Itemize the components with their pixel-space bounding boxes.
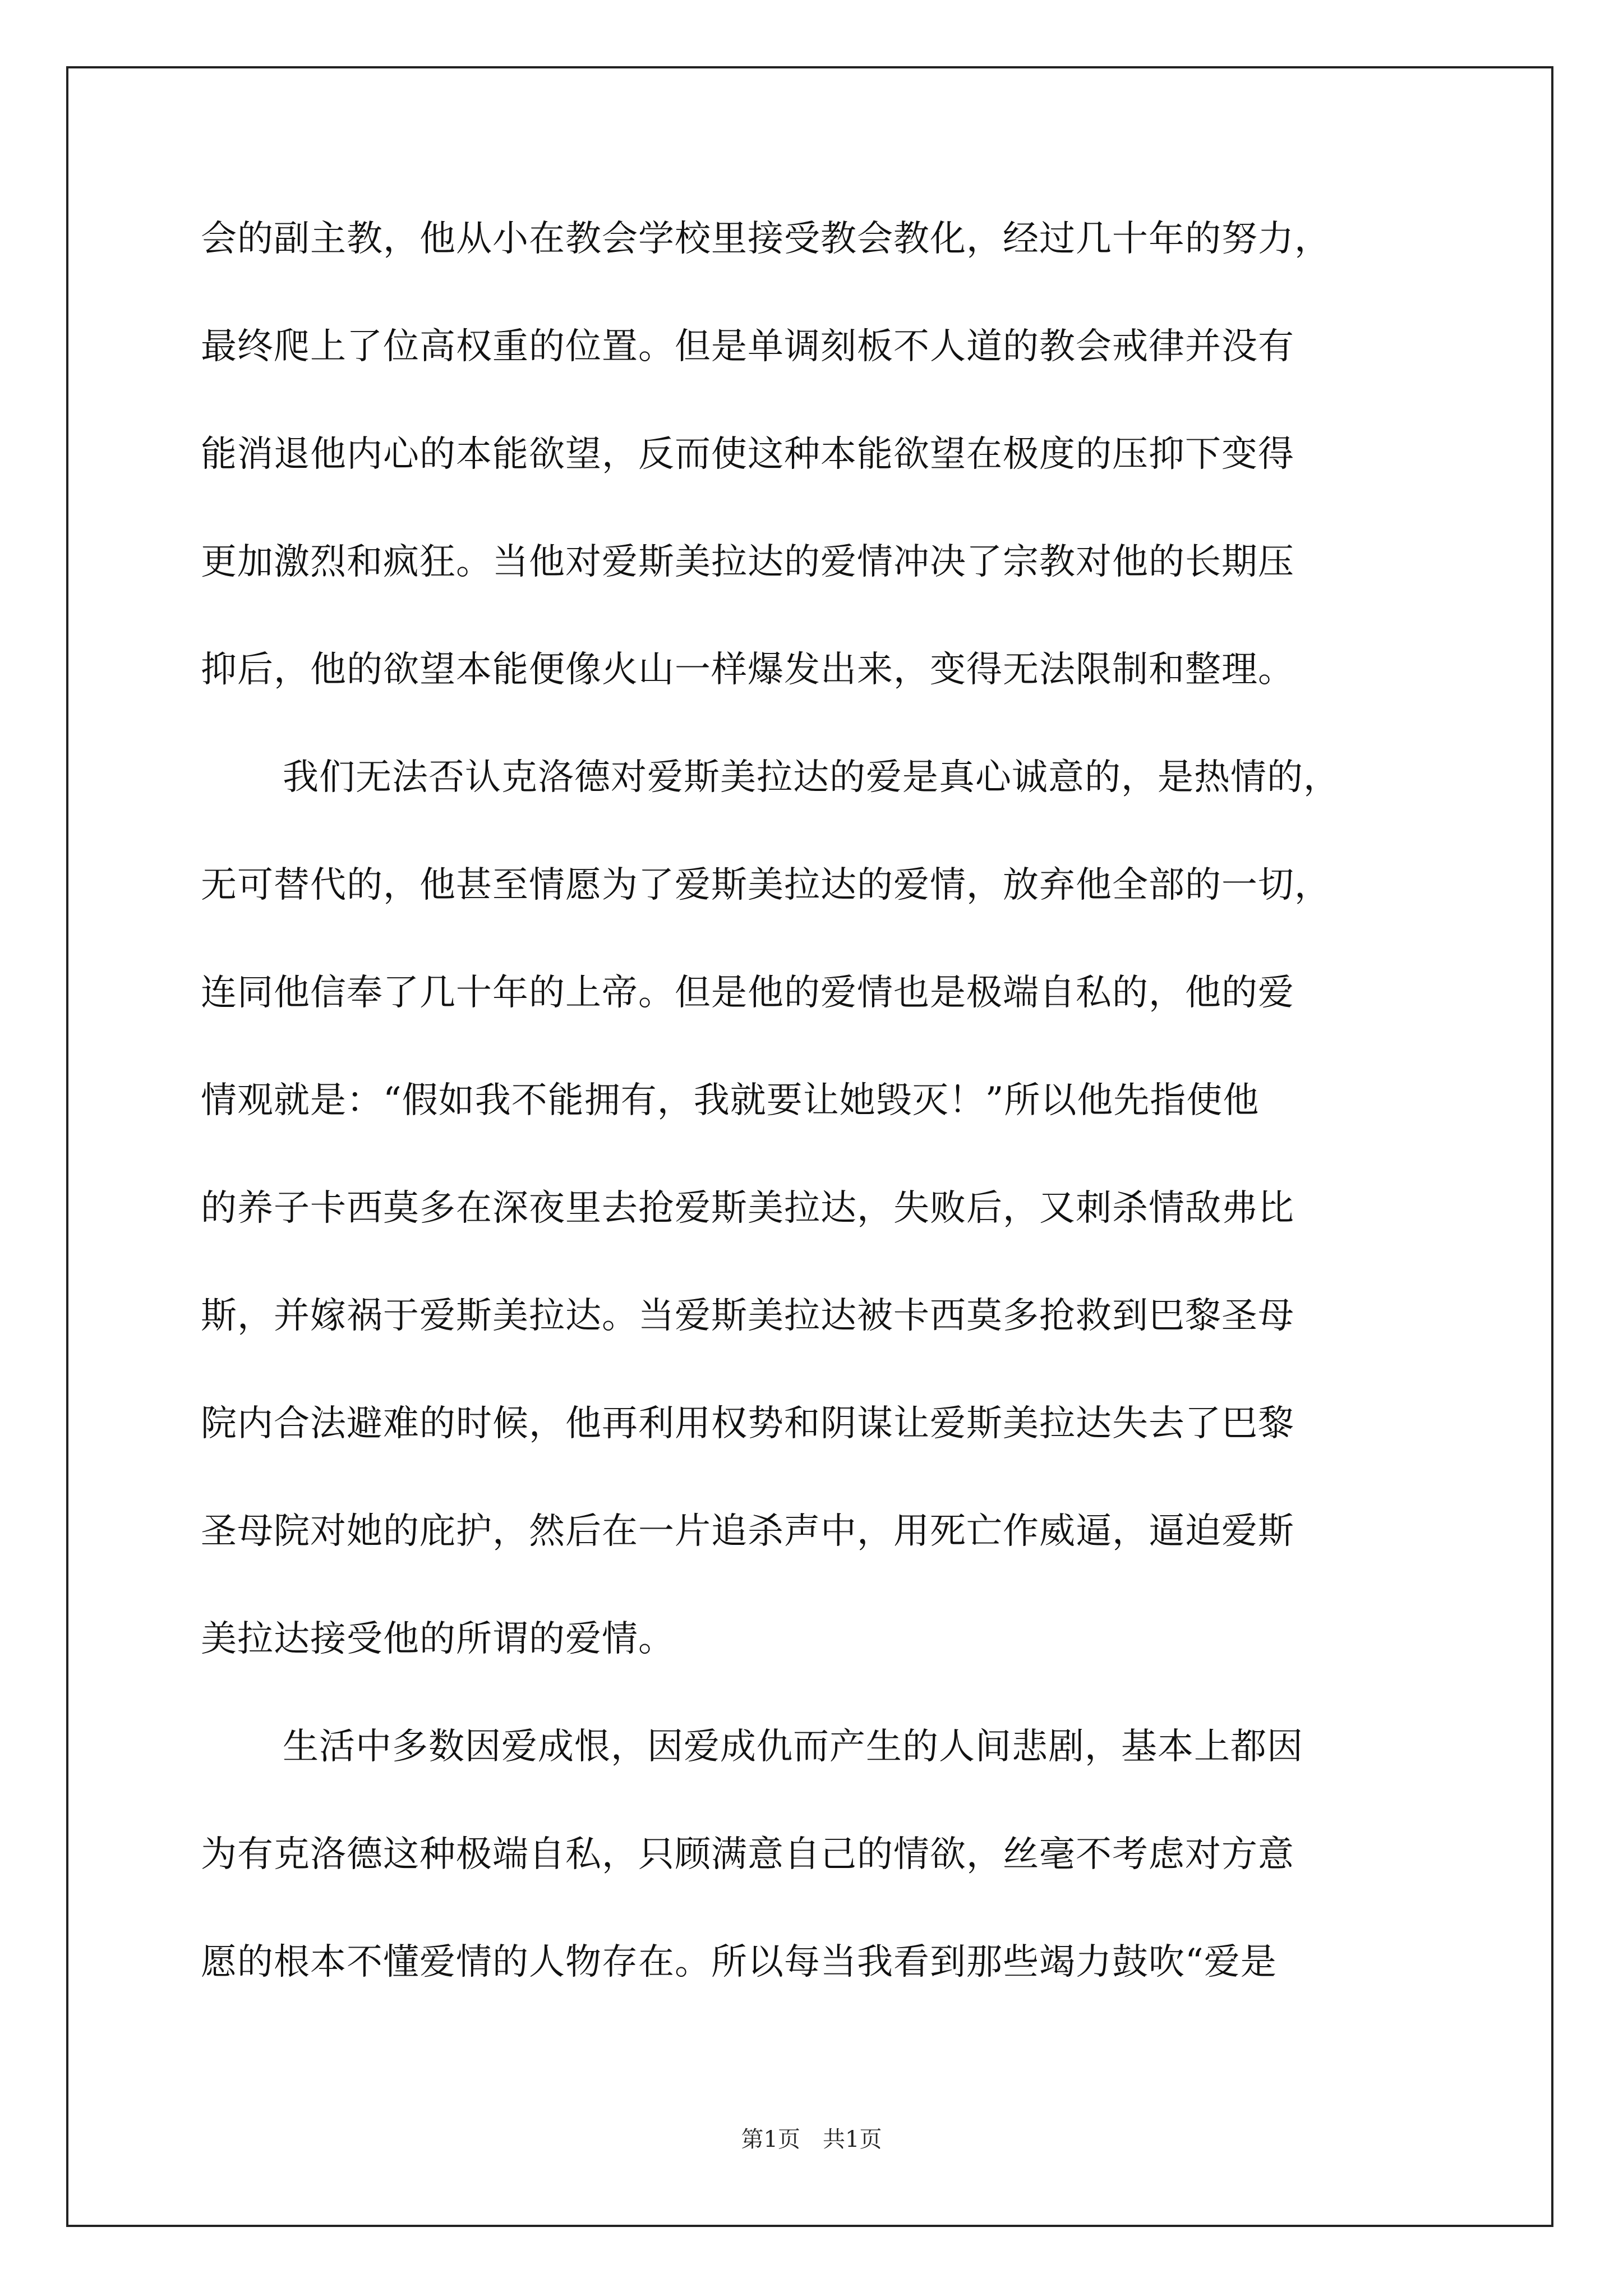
paragraph-first-line: 我们无法否认克洛德对爱斯美拉达的爱是真心诚意的，是热情的，: [283, 757, 1340, 798]
text-line: 为有克洛德这种极端自私，只顾满意自己的情欲，丝毫不考虑对方意: [201, 1834, 1294, 1875]
text-line: 院内合法避难的时候，他再利用权势和阴谋让爱斯美拉达失去了巴黎: [201, 1403, 1294, 1444]
text-line: 最终爬上了位高权重的位置。但是单调刻板不人道的教会戒律并没有: [201, 326, 1294, 367]
text-line: 连同他信奉了几十年的上帝。但是他的爱情也是极端自私的，他的爱: [201, 972, 1294, 1014]
text-line: 斯，并嫁祸于爱斯美拉达。当爱斯美拉达被卡西莫多抢救到巴黎圣母: [201, 1295, 1294, 1337]
page-number-footer: 第1页 共1页: [741, 2127, 882, 2152]
text-line: 会的副主教，他从小在教会学校里接受教会教化，经过几十年的努力，: [201, 218, 1331, 260]
text-line: 愿的根本不懂爱情的人物存在。所以每当我看到那些竭力鼓吹“爱是: [201, 1941, 1277, 1983]
paragraph-first-line: 生活中多数因爱成恨，因爱成仇而产生的人间悲剧，基本上都因: [283, 1726, 1303, 1768]
text-line: 美拉达接受他的所谓的爱情。: [201, 1618, 675, 1660]
text-line: 抑后，他的欲望本能便像火山一样爆发出来，变得无法限制和整理。: [201, 649, 1294, 691]
text-line: 能消退他内心的本能欲望，反而使这种本能欲望在极度的压抑下变得: [201, 434, 1294, 475]
document-body: [201, 219, 1429, 2050]
text-line: 的养子卡西莫多在深夜里去抢爱斯美拉达，失败后，又刺杀情敌弗比: [201, 1188, 1294, 1229]
text-line: 更加激烈和疯狂。当他对爱斯美拉达的爱情冲决了宗教对他的长期压: [201, 541, 1294, 583]
text-line: 情观就是：“假如我不能拥有，我就要让她毁灭！”所以他先指使他: [201, 1080, 1260, 1121]
text-line: 圣母院对她的庇护，然后在一片追杀声中，用死亡作威逼，逼迫爱斯: [201, 1511, 1294, 1552]
text-line: 无可替代的，他甚至情愿为了爱斯美拉达的爱情，放弃他全部的一切，: [201, 864, 1331, 906]
